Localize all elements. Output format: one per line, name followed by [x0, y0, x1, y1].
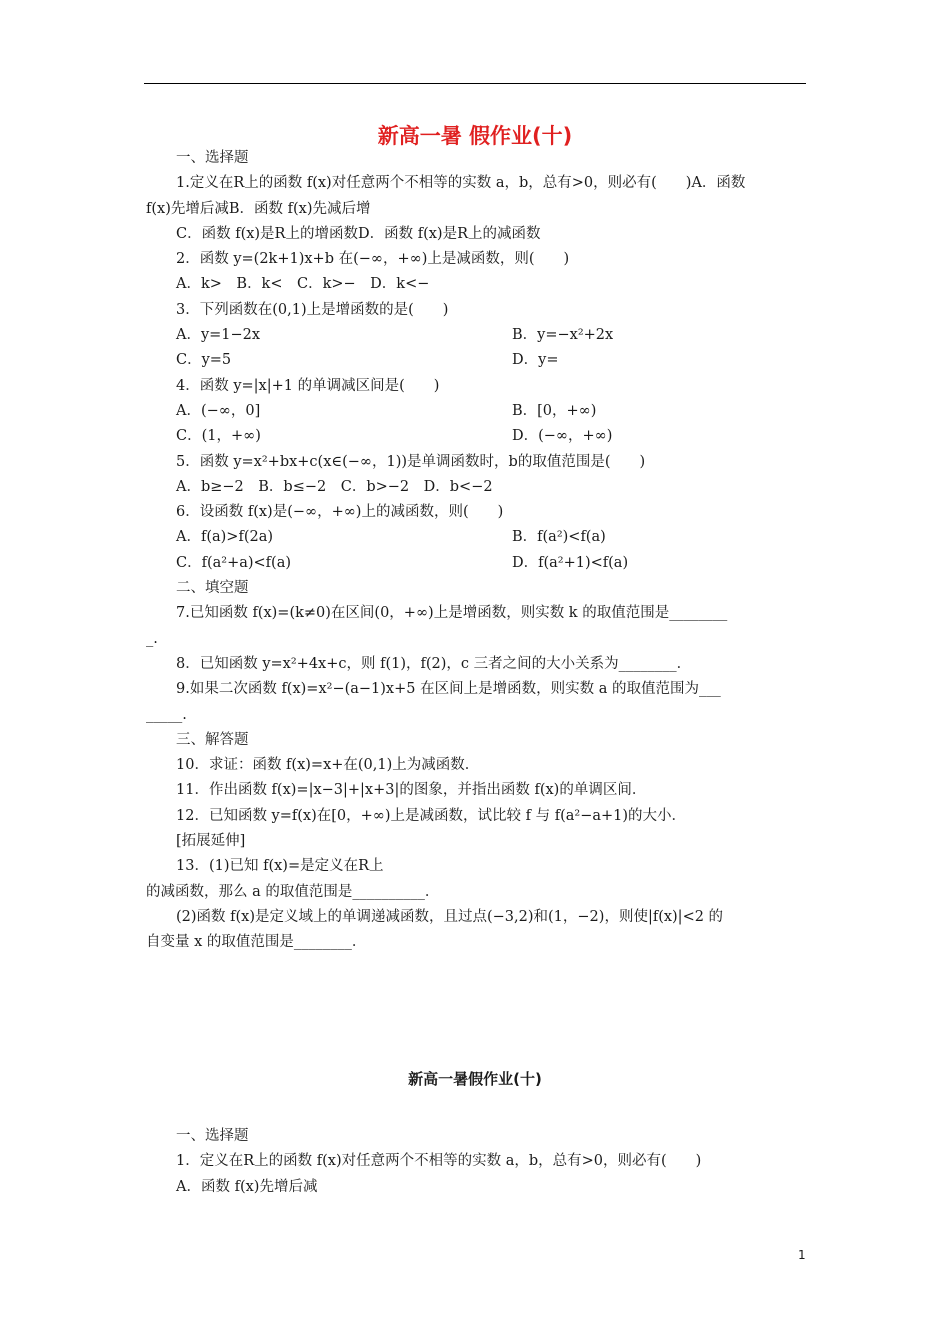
option-c: C．y=5 — [176, 352, 232, 369]
question-3-stem: 3．下列函数在(0,1)上是增函数的是( ) — [176, 301, 449, 318]
question-6-stem: 6．设函数 f(x)是(−∞，+∞)上的减函数，则( ) — [176, 504, 504, 521]
question-6-options-ab — [146, 525, 808, 550]
question-1-line1: 1.定义在R上的函数 f(x)对任意两个不相等的实数 a，b，总有>0，则必有( )A．函数 — [176, 175, 746, 192]
option-d: D．(−∞，+∞) — [512, 428, 613, 445]
question-7-line2: _. — [146, 630, 158, 647]
section-heading: 一、选择题 — [176, 1128, 249, 1144]
question-12: 12．已知函数 y=f(x)在[0，+∞)上是减函数，试比较 f 与 f(a²−a+1)的大小． — [176, 807, 687, 824]
question-3-options-ab — [146, 323, 808, 348]
option-a: A．(−∞，0] — [176, 402, 261, 419]
option-d: D．y= — [512, 352, 559, 369]
answer-body — [146, 1124, 808, 1200]
answer-section-title: 新高一暑假作业(十) — [408, 1070, 542, 1088]
option-a: A．y=1−2x — [176, 327, 261, 344]
question-2-stem: 2．函数 y=(2k+1)x+b 在(−∞，+∞)上是减函数，则( ) — [176, 251, 570, 268]
question-6-options-cd — [146, 551, 808, 576]
page-title: 新高一暑 假作业(十) — [377, 124, 573, 148]
question-13-line1: 13．(1)已知 f(x)=是定义在R上 — [176, 858, 384, 875]
option-b: B．y=−x²+2x — [512, 327, 614, 344]
question-13-line2: 的减函数，那么 a 的取值范围是__________． — [146, 883, 440, 900]
question-13-line3: (2)函数 f(x)是定义域上的单调递减函数，且过点(−3,2)和(1，−2)，则使|f(x)|<2 的 — [176, 908, 724, 925]
option-b: B．f(a²)<f(a) — [512, 529, 606, 546]
answer-option-a: A．函数 f(x)先增后减 — [176, 1178, 318, 1195]
section-heading: 二、填空题 — [176, 580, 249, 597]
question-11: 11．作出函数 f(x)=|x−3|+|x+3|的图象，并指出函数 f(x)的单调区间． — [176, 782, 647, 799]
question-1-options: C．函数 f(x)是R上的增函数D．函数 f(x)是R上的减函数 — [176, 225, 541, 242]
option-c: C．(1，+∞) — [176, 428, 261, 445]
question-4-options-cd — [146, 424, 808, 449]
exercise-body — [146, 146, 808, 956]
section-heading: 三、解答题 — [176, 731, 249, 748]
option-a: A．f(a)>f(2a) — [176, 529, 273, 546]
answer-question-1: 1．定义在R上的函数 f(x)对任意两个不相等的实数 a，b，总有>0，则必有( ) — [176, 1153, 702, 1170]
section-heading: 一、选择题 — [176, 150, 249, 166]
question-4-stem: 4．函数 y=|x|+1 的单调减区间是( ) — [176, 377, 440, 394]
question-3-options-cd — [146, 348, 808, 373]
header-rule — [144, 83, 806, 84]
question-9-line2: _____. — [146, 706, 187, 723]
question-13-line4: 自变量 x 的取值范围是________． — [146, 934, 367, 951]
option-c: C．f(a²+a)<f(a) — [176, 554, 292, 571]
question-7-line1: 7.已知函数 f(x)=(k≠0)在区间(0，+∞)上是增函数，则实数 k 的取值范围是________ — [176, 605, 728, 622]
page-number: 1 — [798, 1248, 806, 1262]
question-9-line1: 9.如果二次函数 f(x)=x²−(a−1)x+5 在区间上是增函数，则实数 a 的取值范围为___ — [176, 681, 721, 698]
question-4-options-ab — [146, 399, 808, 424]
question-8: 8．已知函数 y=x²+4x+c，则 f(1)，f(2)，c 三者之间的大小关系为________． — [176, 655, 692, 672]
option-b: B．[0，+∞) — [512, 402, 597, 419]
question-5-options: A．b≥−2 B．b≤−2 C．b>−2 D．b<−2 — [176, 478, 493, 495]
question-5-stem: 5．函数 y=x²+bx+c(x∈(−∞，1))是单调函数时，b的取值范围是( ) — [176, 453, 646, 470]
question-2-options: A．k> B．k< C．k>− D．k<− — [176, 276, 430, 293]
extension-heading: [拓展延伸] — [176, 833, 246, 850]
option-d: D．f(a²+1)<f(a) — [512, 554, 629, 571]
question-10: 10．求证：函数 f(x)=x+在(0,1)上为减函数． — [176, 757, 480, 774]
question-1-line2: f(x)先增后减B．函数 f(x)先减后增 — [146, 200, 371, 217]
